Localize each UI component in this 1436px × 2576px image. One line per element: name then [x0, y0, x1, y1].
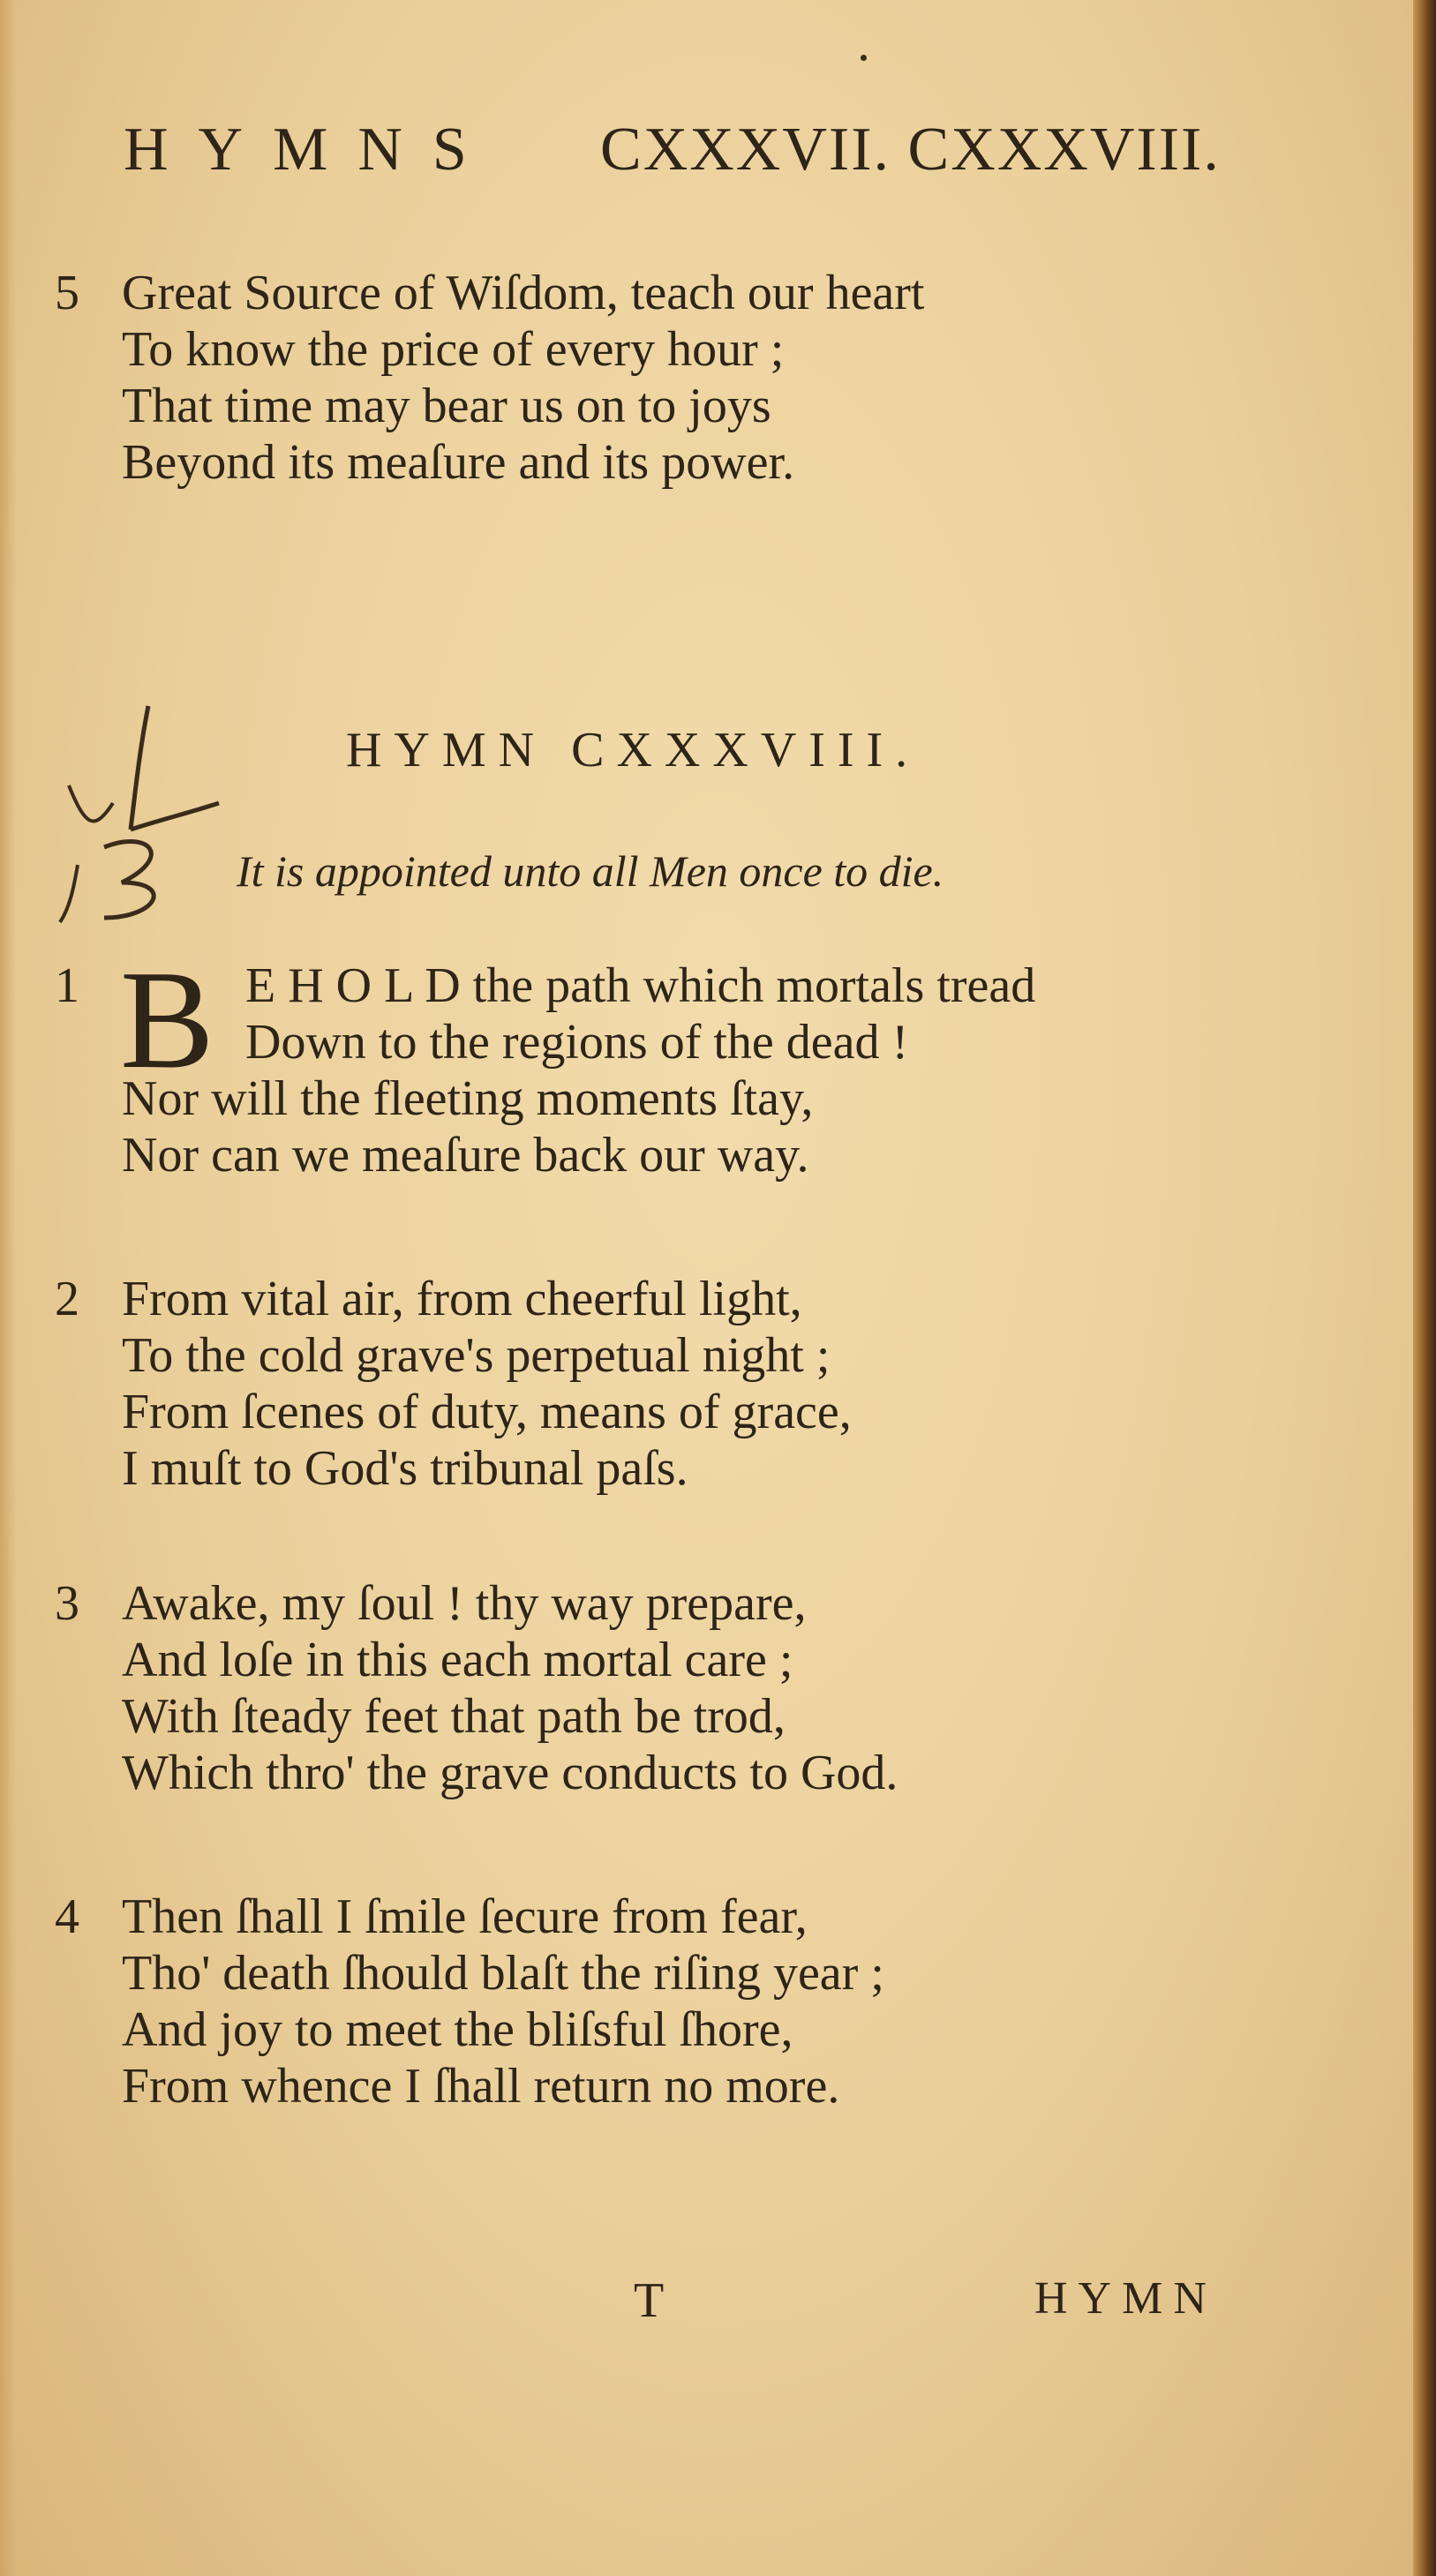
verse-line: Nor can we meaſure back our way. — [122, 1128, 809, 1183]
verse-number: 5 — [55, 266, 79, 320]
verse-number: 4 — [55, 1889, 79, 1944]
running-head-right: CXXXVII. CXXXVIII. — [600, 116, 1221, 184]
catchword: HYMN — [1034, 2273, 1217, 2324]
signature-mark: T — [634, 2273, 665, 2328]
verse-line: I muſt to God's tribunal paſs. — [122, 1441, 688, 1496]
verse-line: To know the price of every hour ; — [122, 322, 785, 377]
verse-line: Which thro' the grave conducts to God. — [122, 1746, 898, 1800]
ink-speck — [861, 55, 867, 61]
verse-number: 2 — [55, 1272, 79, 1326]
handwritten-mark-icon — [51, 697, 228, 927]
verse-number: 3 — [55, 1576, 79, 1631]
verse-line: Awake, my ſoul ! thy way prepare, — [122, 1576, 807, 1631]
verse-line: With ſteady feet that path be trod, — [122, 1689, 786, 1744]
verse-line: Tho' death ſhould blaſt the riſing year ; — [122, 1946, 884, 2001]
verse-line: Down to the regions of the dead ! — [245, 1015, 909, 1070]
hymn-title: HYMN CXXXVIII. — [346, 723, 921, 777]
page-gutter-edge — [1413, 0, 1436, 2576]
verse-line: From ſcenes of duty, means of grace, — [122, 1385, 852, 1439]
running-head — [124, 115, 1221, 185]
running-head-left: HYMNS — [124, 116, 497, 184]
verse-line: From vital air, from cheerful light, — [122, 1272, 802, 1326]
verse-line: E H O L D the path which mortals tread — [245, 958, 1036, 1013]
verse-line: Great Source of Wiſdom, teach our heart — [122, 266, 925, 320]
page-left-edge — [0, 0, 16, 2576]
verse-line: Then ſhall I ſmile ſecure from fear, — [122, 1889, 808, 1944]
verse-line: Nor will the fleeting moments ſtay, — [122, 1071, 814, 1126]
verse-line: That time may bear us on to joys — [122, 379, 771, 433]
verse-line: To the cold grave's perpetual night ; — [122, 1328, 831, 1383]
hymn-epigraph: It is appointed unto all Men once to die. — [237, 846, 944, 896]
verse-number: 1 — [55, 958, 79, 1013]
verse-line: From whence I ſhall return no more. — [122, 2059, 840, 2114]
verse-line: Beyond its meaſure and its power. — [122, 435, 795, 490]
verse-line: And joy to meet the bliſsful ſhore, — [122, 2002, 793, 2057]
drop-cap: B — [120, 941, 214, 1098]
verse-line: And loſe in this each mortal care ; — [122, 1633, 793, 1687]
